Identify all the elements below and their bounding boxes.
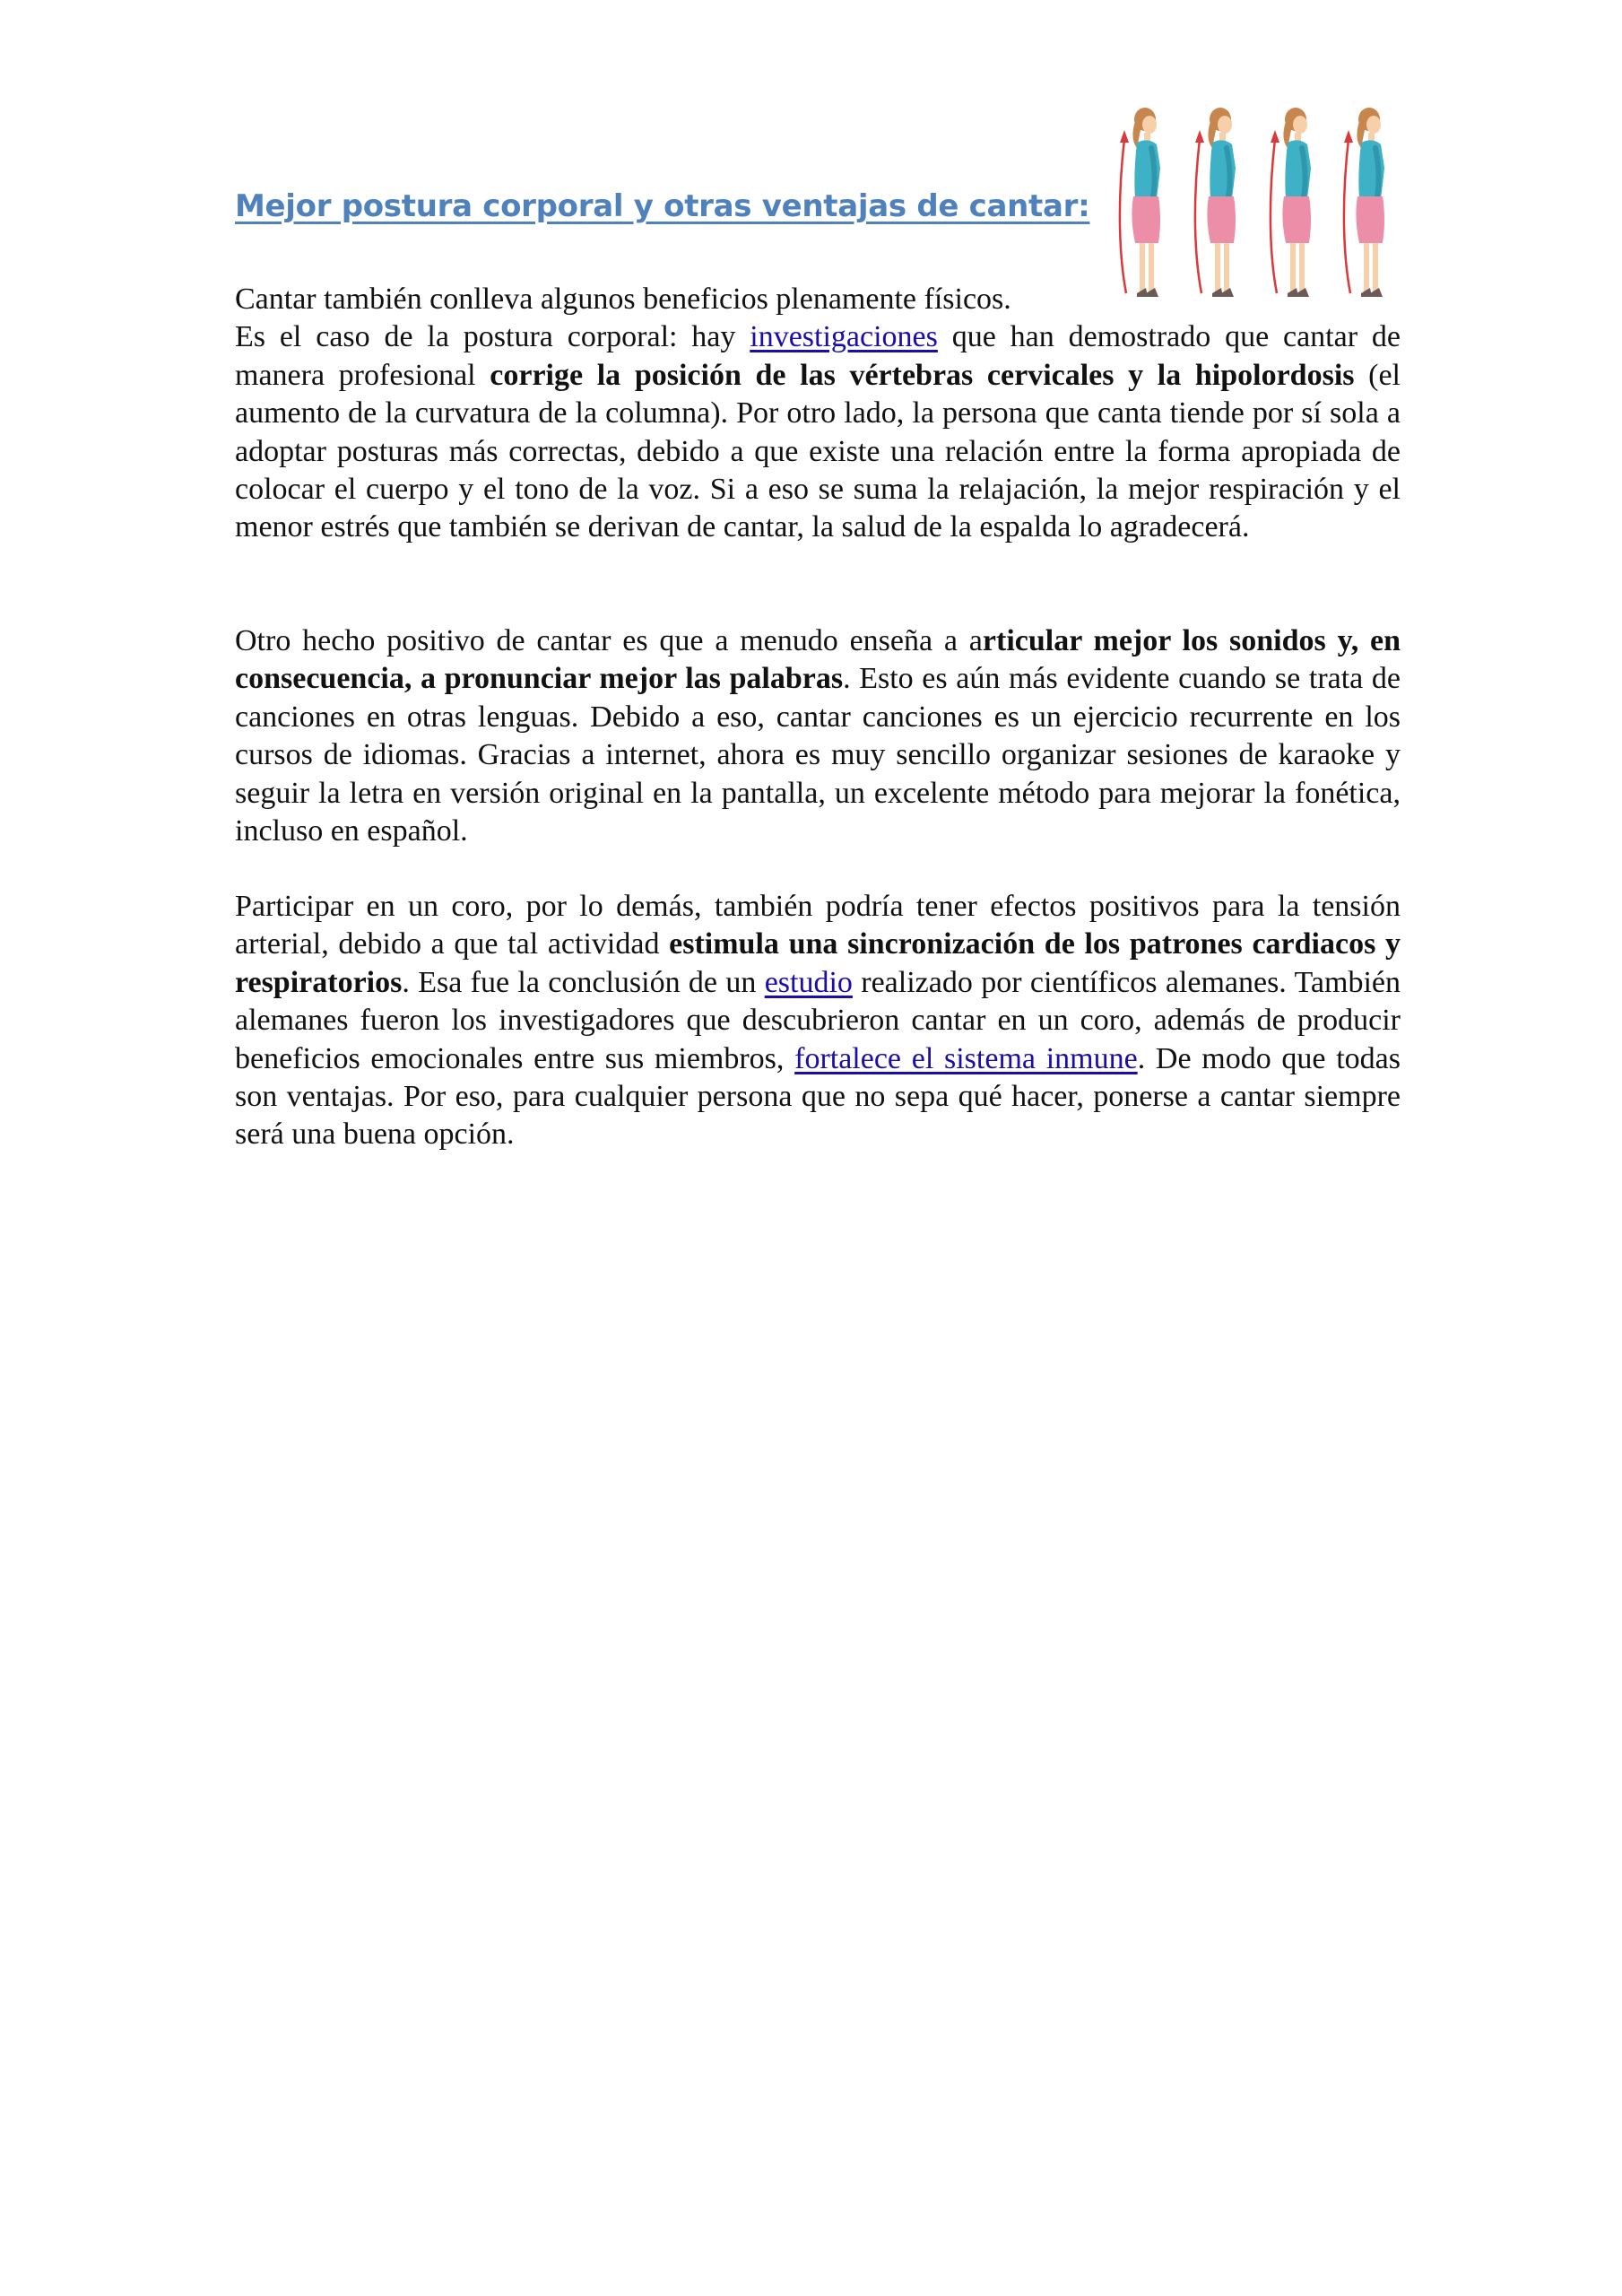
paragraph-choir (235, 888, 1401, 1154)
section-heading: Mejor postura corporal y otras ventajas de cantar: (235, 188, 1090, 224)
posture-figure (1195, 108, 1236, 297)
paragraph-text: Participar en un coro, por lo demás, también podría tener efectos positivos para la tensión arterial, debido a que tal actividad (235, 890, 1401, 961)
posture-figure (1344, 108, 1384, 297)
paragraph-posture (235, 281, 1401, 547)
bold-text: rticular mejor los sonidos y, en consecuencia, a pronunciar mejor las palabras (235, 624, 1401, 696)
paragraph-text: . De modo que todas son ventajas. Por eso, para cualquier persona que no sepa qué hacer, ponerse a cantar siempre será una buena opción. (235, 1041, 1401, 1152)
investigaciones-link[interactable]: investigaciones (750, 320, 938, 354)
estudio-link[interactable]: estudio (764, 965, 853, 999)
paragraph-text: . Esto es aún más evidente cuando se trata de canciones en otras lenguas. Debido a eso, cantar canciones es un ejercicio recurrente en los cursos de idiomas. Gracias a internet, ahora es muy sencillo organizar sesiones de karaoke y seguir la letra en versión original en la pantalla, un excelente método para mejorar la fonética, incluso en español. (235, 662, 1401, 848)
paragraph-text: (el aumento de la curvatura de la columna). Por otro lado, la persona que canta tiende por sí sola a adoptar posturas más correctas, debido a que existe una relación entre la forma apropiada de colocar el cuerpo y el tono de la voz. Si a eso se suma la relajación, la mejor respiración y el menor estrés que también se derivan de cantar, la salud de la espalda lo agradecerá. (235, 358, 1401, 544)
paragraph-lead: Cantar también conlleva algunos beneficios plenamente físicos. (235, 283, 1011, 316)
posture-figure (1271, 108, 1311, 297)
bold-text: corrige la posición de las vértebras cervicales y la hipolordosis (490, 358, 1355, 392)
paragraph-text: realizado por científicos alemanes. También alemanes fueron los investigadores que descubrieron cantar en un coro, además de producir beneficios emocionales entre sus miembros, (235, 965, 1401, 1075)
paragraph-pronunciation (235, 622, 1401, 850)
sistema-inmune-link[interactable]: fortalece el sistema inmune (794, 1041, 1138, 1075)
paragraph-text: Es el caso de la postura corporal: hay (235, 320, 750, 354)
paragraph-text: Otro hecho positivo de cantar es que a menudo enseña a a (235, 624, 983, 657)
paragraph-text: que han demostrado que cantar de manera profesional (235, 320, 1401, 392)
paragraph-text: . Esa fue la conclusión de un (402, 965, 765, 999)
bold-text: estimula una sincronización de los patrones cardiacos y respiratorios (235, 927, 1401, 999)
posture-figure (1120, 108, 1160, 297)
